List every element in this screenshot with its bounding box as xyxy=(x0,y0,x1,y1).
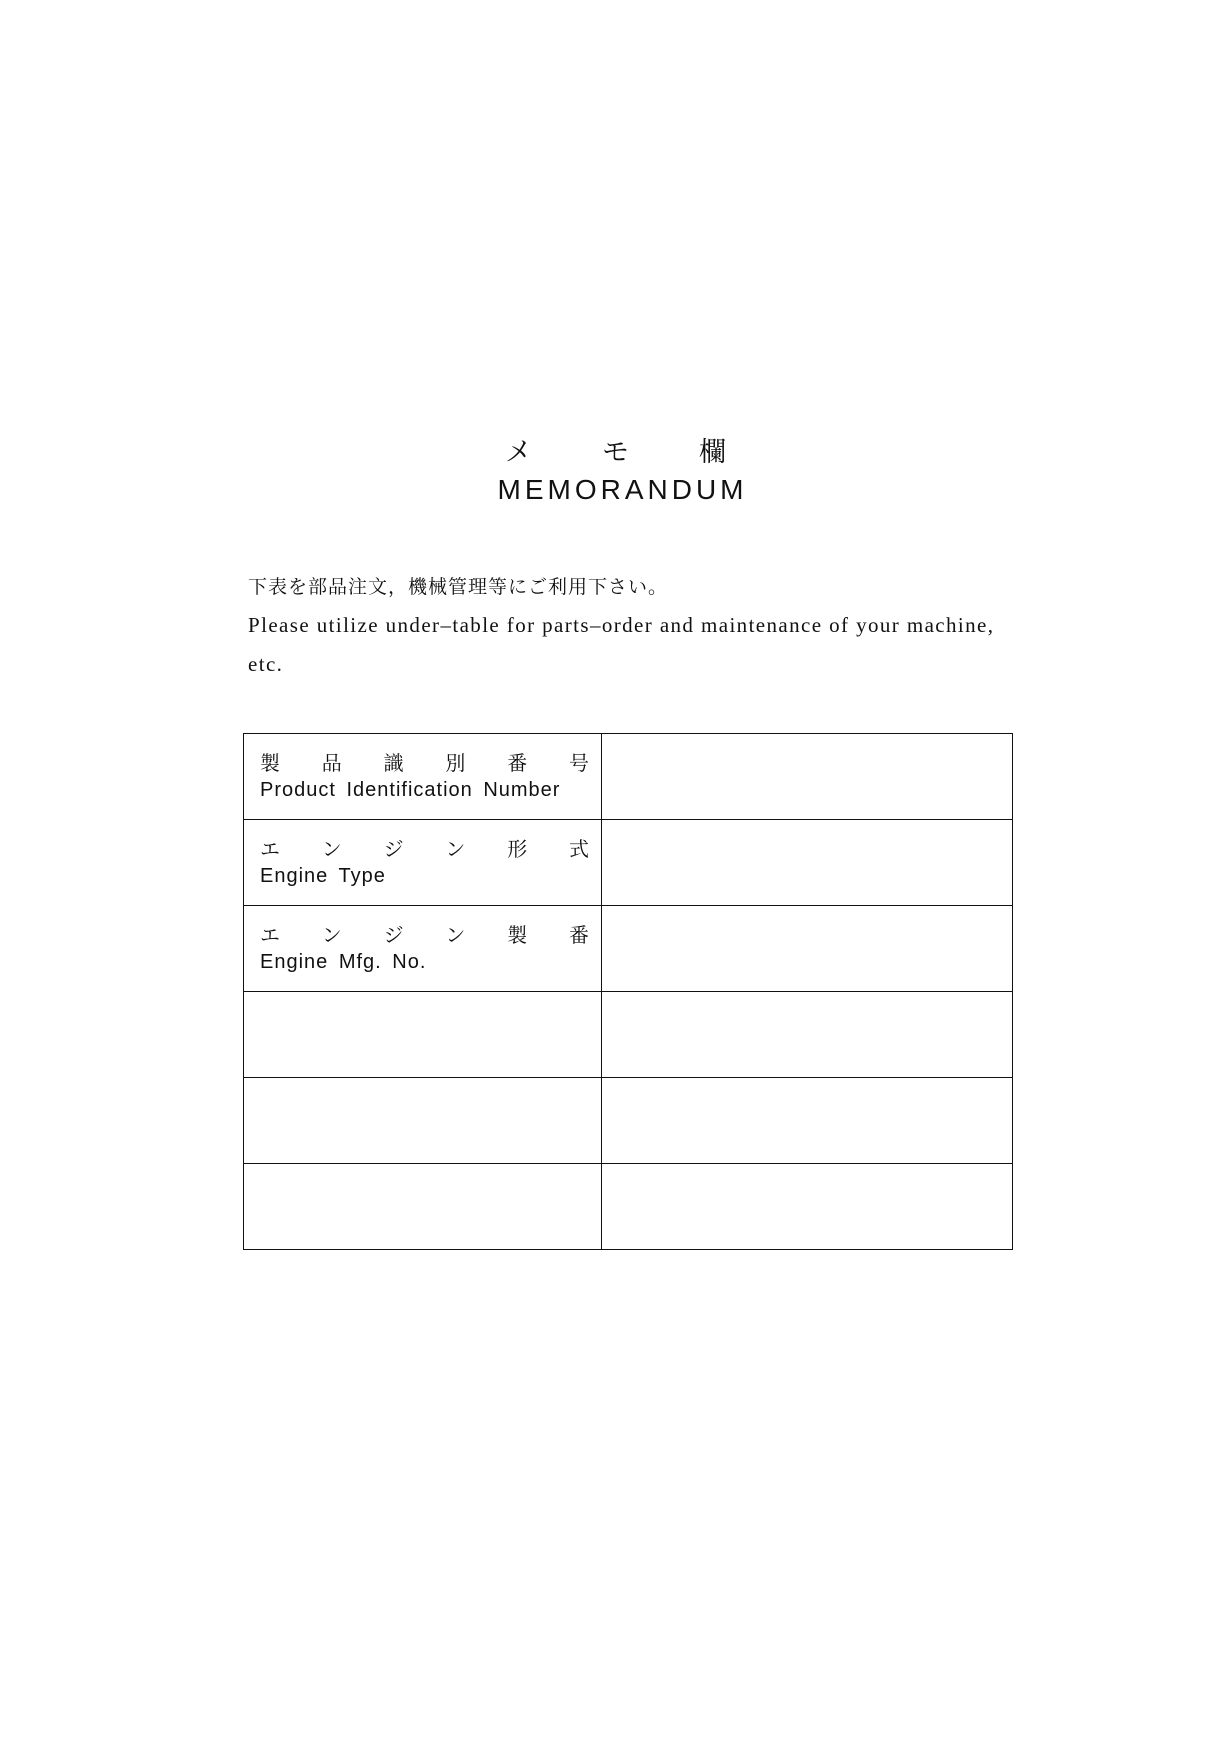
intro-japanese: 下表を部品注文，機械管理等にご利用下さい。 xyxy=(248,576,669,598)
memo-table xyxy=(243,733,1013,1250)
memo-title-japanese: メモ欄 xyxy=(505,437,796,468)
memo-table-body xyxy=(244,734,1013,1250)
memo-title-english: MEMORANDUM xyxy=(497,474,748,505)
value-cell-engine-type[interactable] xyxy=(602,820,1013,906)
label-japanese: エ ン ジ ン 形 式 xyxy=(260,836,589,861)
label-english: Engine Mfg. No. xyxy=(260,950,427,973)
intro-text-block xyxy=(248,572,1008,684)
row-label-engine-mfg-no xyxy=(244,906,602,992)
label-japanese: エ ン ジ ン 製 番 xyxy=(260,922,589,947)
label-english: Product Identification Number xyxy=(260,778,561,801)
row-label-engine-type xyxy=(244,820,602,906)
value-cell-blank-1[interactable] xyxy=(602,992,1013,1078)
row-label-blank-2[interactable] xyxy=(244,1078,602,1164)
intro-english: Please utilize under–table for parts–order and maintenance of your machine, etc. xyxy=(248,613,995,676)
value-cell-blank-2[interactable] xyxy=(602,1078,1013,1164)
table-row xyxy=(244,1078,1013,1164)
table-row xyxy=(244,992,1013,1078)
value-cell-blank-3[interactable] xyxy=(602,1164,1013,1250)
value-cell-product-id[interactable] xyxy=(602,734,1013,820)
table-row xyxy=(244,906,1013,992)
table-row xyxy=(244,820,1013,906)
label-japanese: 製 品 識 別 番 号 xyxy=(260,750,589,775)
label-english: Engine Type xyxy=(260,864,386,887)
table-row xyxy=(244,1164,1013,1250)
value-cell-engine-mfg-no[interactable] xyxy=(602,906,1013,992)
row-label-blank-3[interactable] xyxy=(244,1164,602,1250)
row-label-product-id xyxy=(244,734,602,820)
row-label-blank-1[interactable] xyxy=(244,992,602,1078)
table-row xyxy=(244,734,1013,820)
